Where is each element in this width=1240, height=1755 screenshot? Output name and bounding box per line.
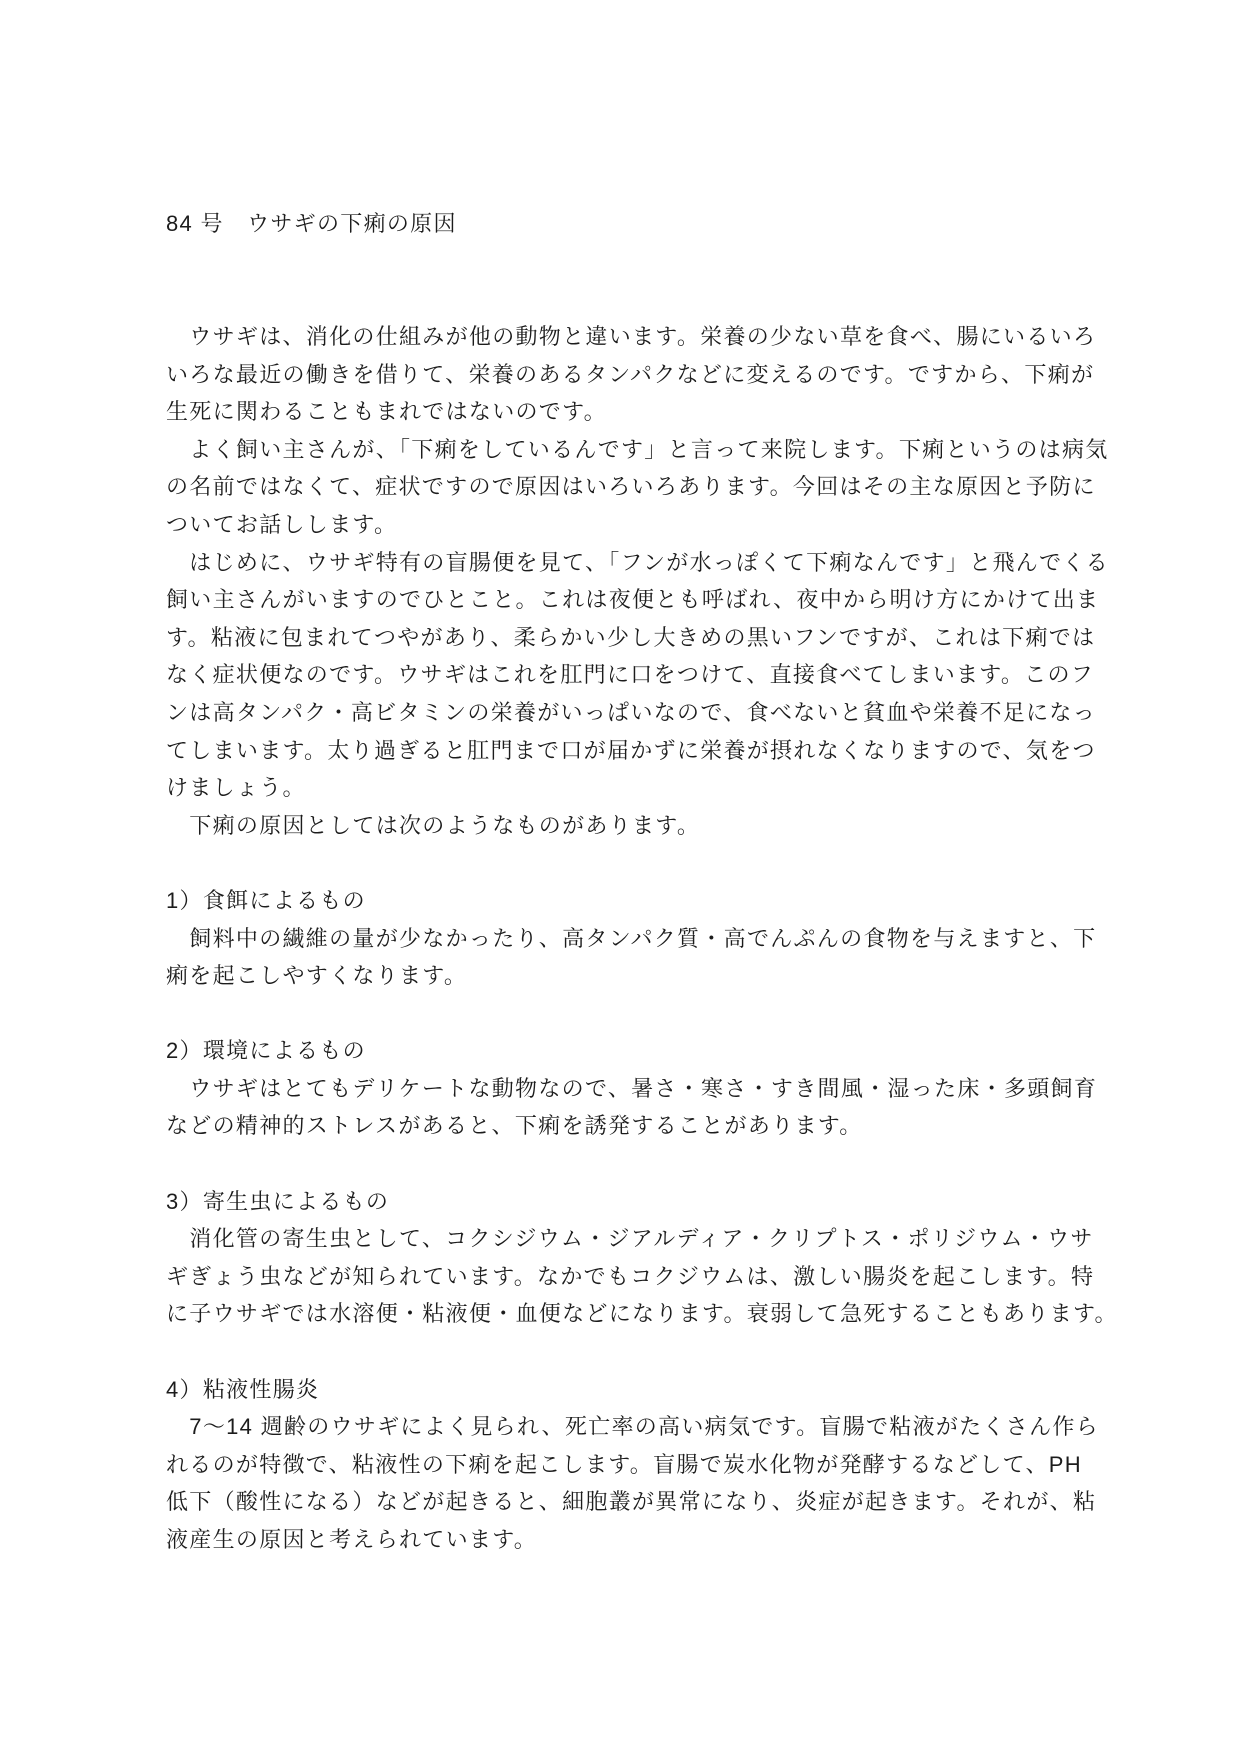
document-body <box>166 318 1118 1559</box>
text-line: 2）環境によるもの <box>166 1038 366 1064</box>
text-line: よく飼い主さんが、「下痢をしているんです」と言って来院します。下痢というのは病気 <box>166 436 1109 462</box>
text-line: 低下（酸性になる）などが起きると、細胞叢が異常になり、炎症が起きます。それが、粘 <box>166 1489 1097 1515</box>
text-line: けましょう。 <box>166 775 306 801</box>
text-line: れるのが特徴で、粘液性の下痢を起こします。盲腸で炭水化物が発酵するなどして、PH <box>166 1451 1082 1477</box>
text-line: ついてお話しします。 <box>166 511 398 537</box>
text-line: 飼料中の繊維の量が少なかったり、高タンパク質・高でんぷんの食物を与えますと、下 <box>166 925 1097 951</box>
text-line: はじめに、ウサギ特有の盲腸便を見て、「フンが水っぽくて下痢なんです」と飛んでくる <box>166 549 1109 575</box>
text-line: てしまいます。太り過ぎると肛門まで口が届かずに栄養が摂れなくなりますので、気をつ <box>166 737 1096 763</box>
text-line: に子ウサギでは水溶便・粘液便・血便などになります。衰弱して急死することもあります。 <box>166 1301 1118 1327</box>
text-line: ギぎょう虫などが知られています。なかでもコクジウムは、激しい腸炎を起こします。特 <box>166 1263 1095 1289</box>
text-line: ウサギは、消化の仕組みが他の動物と違います。栄養の少ない草を食べ、腸にいるいろ <box>166 324 1097 349</box>
text-line: 3）寄生虫によるもの <box>166 1188 390 1214</box>
text-line: ウサギはとてもデリケートな動物なので、暑さ・寒さ・すき間風・湿った床・多頭飼育 <box>166 1075 1098 1101</box>
text-line: す。粘液に包まれてつやがあり、柔らかい少し大きめの黒いフンですが、これは下痢では <box>166 624 1096 650</box>
text-line: 1）食餌によるもの <box>166 887 366 913</box>
text-line: 生死に関わることもまれではないのです。 <box>166 399 607 425</box>
text-line: いろな最近の働きを借りて、栄養のあるタンパクなどに変えるのです。ですから、下痢が <box>166 361 1095 387</box>
text-line: ンは高タンパク・高ビタミンの栄養がいっぱいなので、食べないと貧血や栄養不足になっ <box>166 699 1097 725</box>
text-line: の名前ではなくて、症状ですので原因はいろいろあります。今回はその主な原因と予防に <box>166 474 1096 500</box>
text-line: 消化管の寄生虫として、コクシジウム・ジアルディア・クリプトス・ポリジウム・ウサ <box>166 1226 1094 1252</box>
text-line: 液産生の原因と考えられています。 <box>166 1527 538 1552</box>
text-line: 4）粘液性腸炎 <box>166 1376 320 1402</box>
text-line: 7～14 週齢のウサギによく見られ、死亡率の高い病気です。盲腸で粘液がたくさん作ら <box>166 1414 1099 1440</box>
text-line: 飼い主さんがいますのでひとこと。これは夜便とも呼ばれ、夜中から明け方にかけて出ま <box>166 587 1100 613</box>
blank-line <box>166 1333 1090 1371</box>
text-line: 痢を起こしやすくなります。 <box>166 963 468 989</box>
blank-line <box>166 844 1090 882</box>
title-body-gap <box>166 243 1090 318</box>
blank-line <box>166 1145 1090 1183</box>
text-line: などの精神的ストレスがあると、下痢を誘発することがあります。 <box>166 1113 863 1139</box>
blank-line <box>166 995 1090 1033</box>
document-title: 84 号 ウサギの下痢の原因 <box>166 211 457 236</box>
text-line: 下痢の原因としては次のようなものがあります。 <box>166 812 701 838</box>
text-line: なく症状便なのです。ウサギはこれを肛門に口をつけて、直接食べてしまいます。このフ <box>166 662 1095 688</box>
